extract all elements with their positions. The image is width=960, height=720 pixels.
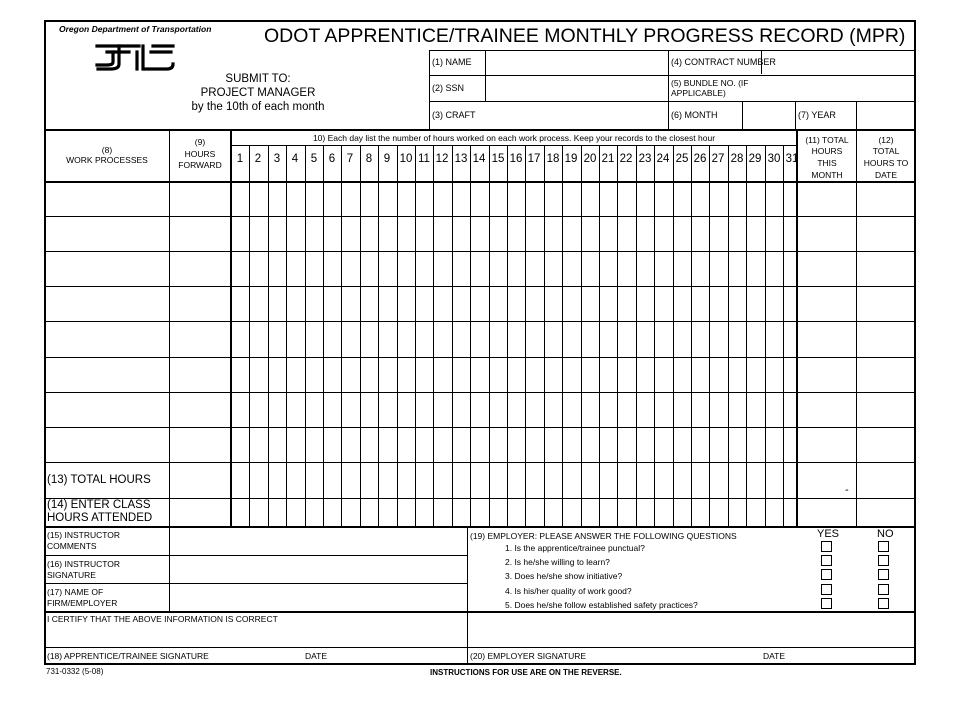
form-number: 731-0332 (5-08) — [46, 667, 104, 676]
month-field[interactable] — [720, 103, 794, 128]
days-instruction: 10) Each day list the number of hours worked on each work process. Keep your records to the closest hour — [312, 133, 716, 143]
employer-signature-field[interactable] — [469, 614, 914, 646]
day-column-11: 11 — [418, 153, 430, 165]
class-hours-label-line1: (14) ENTER CLASS — [47, 499, 151, 511]
instructor-comments-field[interactable] — [171, 529, 466, 554]
odot-logo-icon — [93, 42, 175, 72]
day-column-8: 8 — [365, 153, 373, 165]
employer-signature-label: (20) EMPLOYER SIGNATURE — [470, 651, 587, 661]
name-field[interactable] — [487, 52, 667, 74]
day-column-2: 2 — [254, 153, 262, 165]
hours-forward-header-num: (9) — [194, 137, 206, 147]
question-5: 5. Does he/she follow established safety practices? — [505, 600, 698, 610]
day-column-23: 23 — [638, 153, 652, 165]
bundle-no-field[interactable] — [763, 77, 914, 100]
question-1-yes-checkbox[interactable] — [821, 541, 832, 552]
day-column-30: 30 — [767, 153, 781, 165]
ssn-field-label: (2) SSN — [432, 83, 465, 93]
day-column-17: 17 — [527, 153, 541, 165]
firm-employer-label-line1: (17) NAME OF — [47, 587, 104, 597]
work-process-input-row-1[interactable] — [46, 183, 168, 215]
question-3: 3. Does he/she show initiative? — [505, 571, 623, 581]
day-column-18: 18 — [546, 153, 560, 165]
question-1-no-checkbox[interactable] — [878, 541, 889, 552]
no-column-label: NO — [877, 528, 894, 540]
day-column-3: 3 — [273, 153, 281, 165]
submit-deadline: by the 10th of each month — [191, 101, 325, 113]
yes-column-label: YES — [817, 528, 840, 540]
total-month-header-line1: (11) TOTAL — [805, 135, 849, 145]
craft-field-label: (3) CRAFT — [432, 110, 476, 120]
instructor-comments-label-line2: COMMENTS — [47, 541, 97, 551]
question-5-no-checkbox[interactable] — [878, 598, 889, 609]
day-column-25: 25 — [675, 153, 689, 165]
agency-name: Oregon Department of Transportation — [59, 24, 212, 34]
bundle-no-label: (5) BUNDLE NO. (IF APPLICABLE) — [671, 78, 749, 98]
question-1: 1. Is the apprentice/trainee punctual? — [505, 543, 645, 553]
work-process-input-row-8[interactable] — [46, 428, 168, 460]
craft-field[interactable] — [487, 103, 667, 128]
day-column-20: 20 — [583, 153, 597, 165]
certify-statement: I CERTIFY THAT THE ABOVE INFORMATION IS CORRECT — [47, 614, 278, 624]
instructor-comments-label-line1: (15) INSTRUCTOR — [47, 530, 121, 540]
firm-employer-label-line2: FIRM/EMPLOYER — [47, 598, 118, 608]
day-column-21: 21 — [601, 153, 615, 165]
total-date-header-line3: HOURS TO — [863, 158, 909, 168]
work-process-input-row-4[interactable] — [46, 287, 168, 319]
trainee-signature-field[interactable] — [46, 624, 466, 646]
month-field-label: (6) MONTH — [671, 110, 718, 120]
total-date-header-line1: (12) — [878, 135, 894, 145]
reverse-instructions: INSTRUCTIONS FOR USE ARE ON THE REVERSE. — [430, 668, 622, 677]
day-column-24: 24 — [656, 153, 670, 165]
question-3-no-checkbox[interactable] — [878, 569, 889, 580]
work-process-input-row-5[interactable] — [46, 322, 168, 354]
trainee-signature-label: (18) APPRENTICE/TRAINEE SIGNATURE — [47, 651, 209, 661]
instructor-signature-label-line1: (16) INSTRUCTOR — [47, 559, 121, 569]
total-month-header-line2: HOURS — [811, 146, 843, 156]
employer-date-label: DATE — [763, 651, 786, 661]
trainee-date-label: DATE — [305, 651, 328, 661]
firm-employer-field[interactable] — [171, 585, 466, 610]
hours-forward-header-line2: FORWARD — [178, 160, 222, 170]
day-column-27: 27 — [711, 153, 725, 165]
total-date-header-line4: DATE — [874, 170, 898, 180]
day-column-7: 7 — [346, 153, 354, 165]
day-column-4: 4 — [291, 153, 299, 165]
day-column-16: 16 — [509, 153, 523, 165]
question-4: 4. Is his/her quality of work good? — [505, 586, 632, 596]
day-column-26: 26 — [693, 153, 707, 165]
question-2-no-checkbox[interactable] — [878, 555, 889, 566]
total-hours-label: (13) TOTAL HOURS — [47, 474, 151, 486]
work-process-input-row-6[interactable] — [46, 358, 168, 390]
question-5-yes-checkbox[interactable] — [821, 598, 832, 609]
day-column-6: 6 — [328, 153, 336, 165]
day-column-9: 9 — [383, 153, 391, 165]
question-4-no-checkbox[interactable] — [878, 584, 889, 595]
day-column-15: 15 — [491, 153, 505, 165]
submit-to-label: SUBMIT TO: — [225, 73, 291, 85]
day-column-10: 10 — [399, 153, 413, 165]
name-field-label: (1) NAME — [432, 57, 472, 67]
day-column-14: 14 — [472, 153, 486, 165]
day-column-13: 13 — [454, 153, 468, 165]
total-date-header-line2: TOTAL — [872, 146, 900, 156]
year-field-label: (7) YEAR — [798, 110, 836, 120]
contract-number-field[interactable] — [763, 52, 914, 74]
total-month-header-line4: MONTH — [811, 170, 843, 180]
hours-forward-header-line1: HOURS — [184, 149, 216, 159]
work-processes-header: WORK PROCESSES — [66, 155, 148, 165]
question-2-yes-checkbox[interactable] — [821, 555, 832, 566]
year-field[interactable] — [858, 103, 914, 128]
question-4-yes-checkbox[interactable] — [821, 584, 832, 595]
submit-to-recipient: PROJECT MANAGER — [200, 87, 316, 99]
day-column-29: 29 — [748, 153, 762, 165]
day-column-22: 22 — [619, 153, 633, 165]
work-processes-header-num: (8) — [101, 145, 113, 155]
contract-number-label: (4) CONTRACT NUMBER — [671, 57, 776, 67]
work-process-input-row-7[interactable] — [46, 393, 168, 425]
ssn-field[interactable] — [487, 77, 667, 100]
total-month-header-line3: THIS — [817, 158, 837, 168]
class-hours-label-line2: HOURS ATTENDED — [47, 512, 153, 524]
day-column-28: 28 — [730, 153, 744, 165]
day-column-31: 31 — [785, 153, 799, 165]
total-hours-mark: - — [845, 484, 849, 496]
question-2: 2. Is he/she willing to learn? — [505, 557, 610, 567]
day-column-5: 5 — [310, 153, 318, 165]
instructor-signature-field[interactable] — [171, 557, 466, 582]
work-process-input-row-2[interactable] — [46, 217, 168, 249]
day-column-1: 1 — [236, 153, 244, 165]
instructor-signature-label-line2: SIGNATURE — [47, 570, 96, 580]
question-3-yes-checkbox[interactable] — [821, 569, 832, 580]
day-column-12: 12 — [435, 153, 449, 165]
questions-heading: (19) EMPLOYER: PLEASE ANSWER THE FOLLOWING QUESTIONS — [470, 531, 737, 541]
work-process-input-row-3[interactable] — [46, 252, 168, 284]
day-column-19: 19 — [564, 153, 578, 165]
form-title: ODOT APPRENTICE/TRAINEE MONTHLY PROGRESS RECORD (MPR) — [264, 25, 906, 47]
